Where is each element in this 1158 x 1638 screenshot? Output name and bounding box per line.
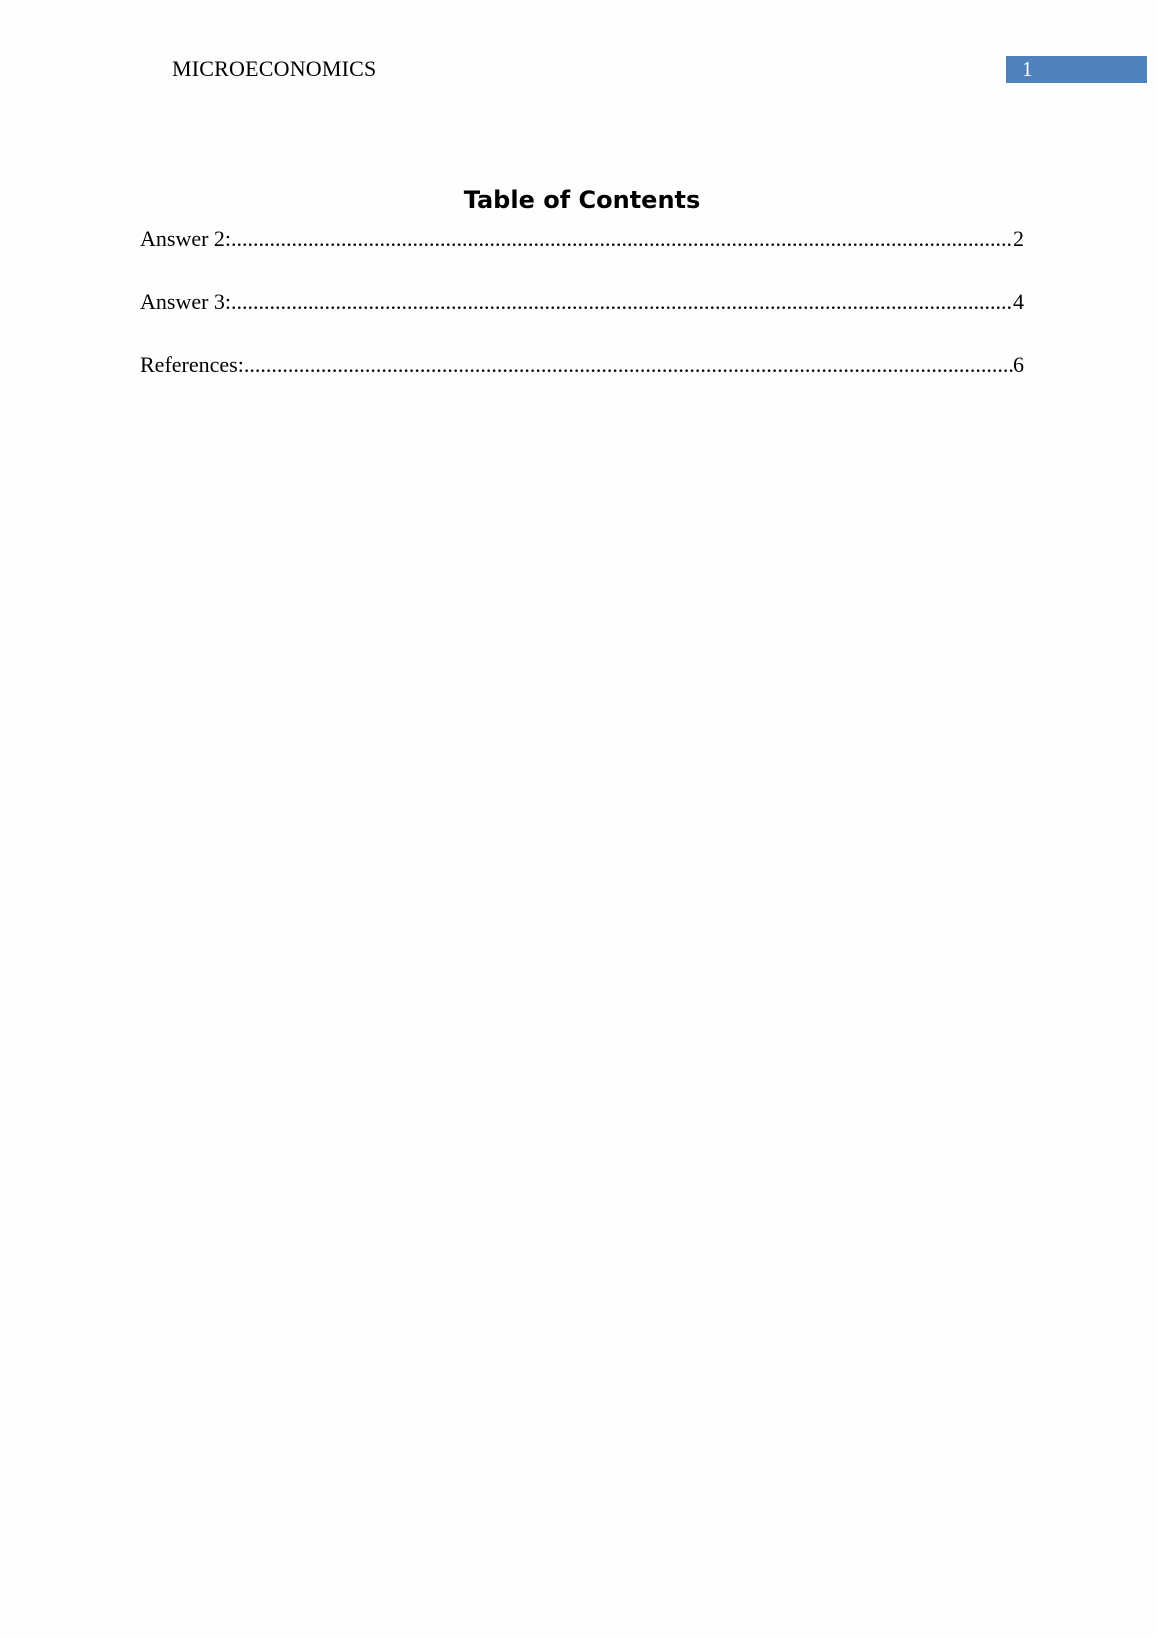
toc-list [140,224,1024,413]
toc-entry-references[interactable] [140,350,1024,380]
page-number-badge [1006,56,1147,83]
toc-dot-leader [231,224,1013,254]
toc-entry-page: 4 [1013,289,1024,314]
toc-entry-label: Answer 3: [140,289,232,314]
page-number: 1 [1022,57,1033,81]
toc-dot-leader [244,350,1013,380]
toc-entry-page: 2 [1013,226,1024,251]
running-header-title: MICROECONOMICS [172,56,377,81]
toc-entry-answer-2[interactable] [140,224,1024,254]
toc-entry-label: References: [140,352,244,377]
toc-heading: Table of Contents [463,186,701,214]
toc-dot-leader [231,287,1013,317]
toc-entry-answer-3[interactable] [140,287,1024,317]
toc-entry-label: Answer 2: [140,226,232,251]
toc-entry-page: 6 [1013,352,1024,377]
